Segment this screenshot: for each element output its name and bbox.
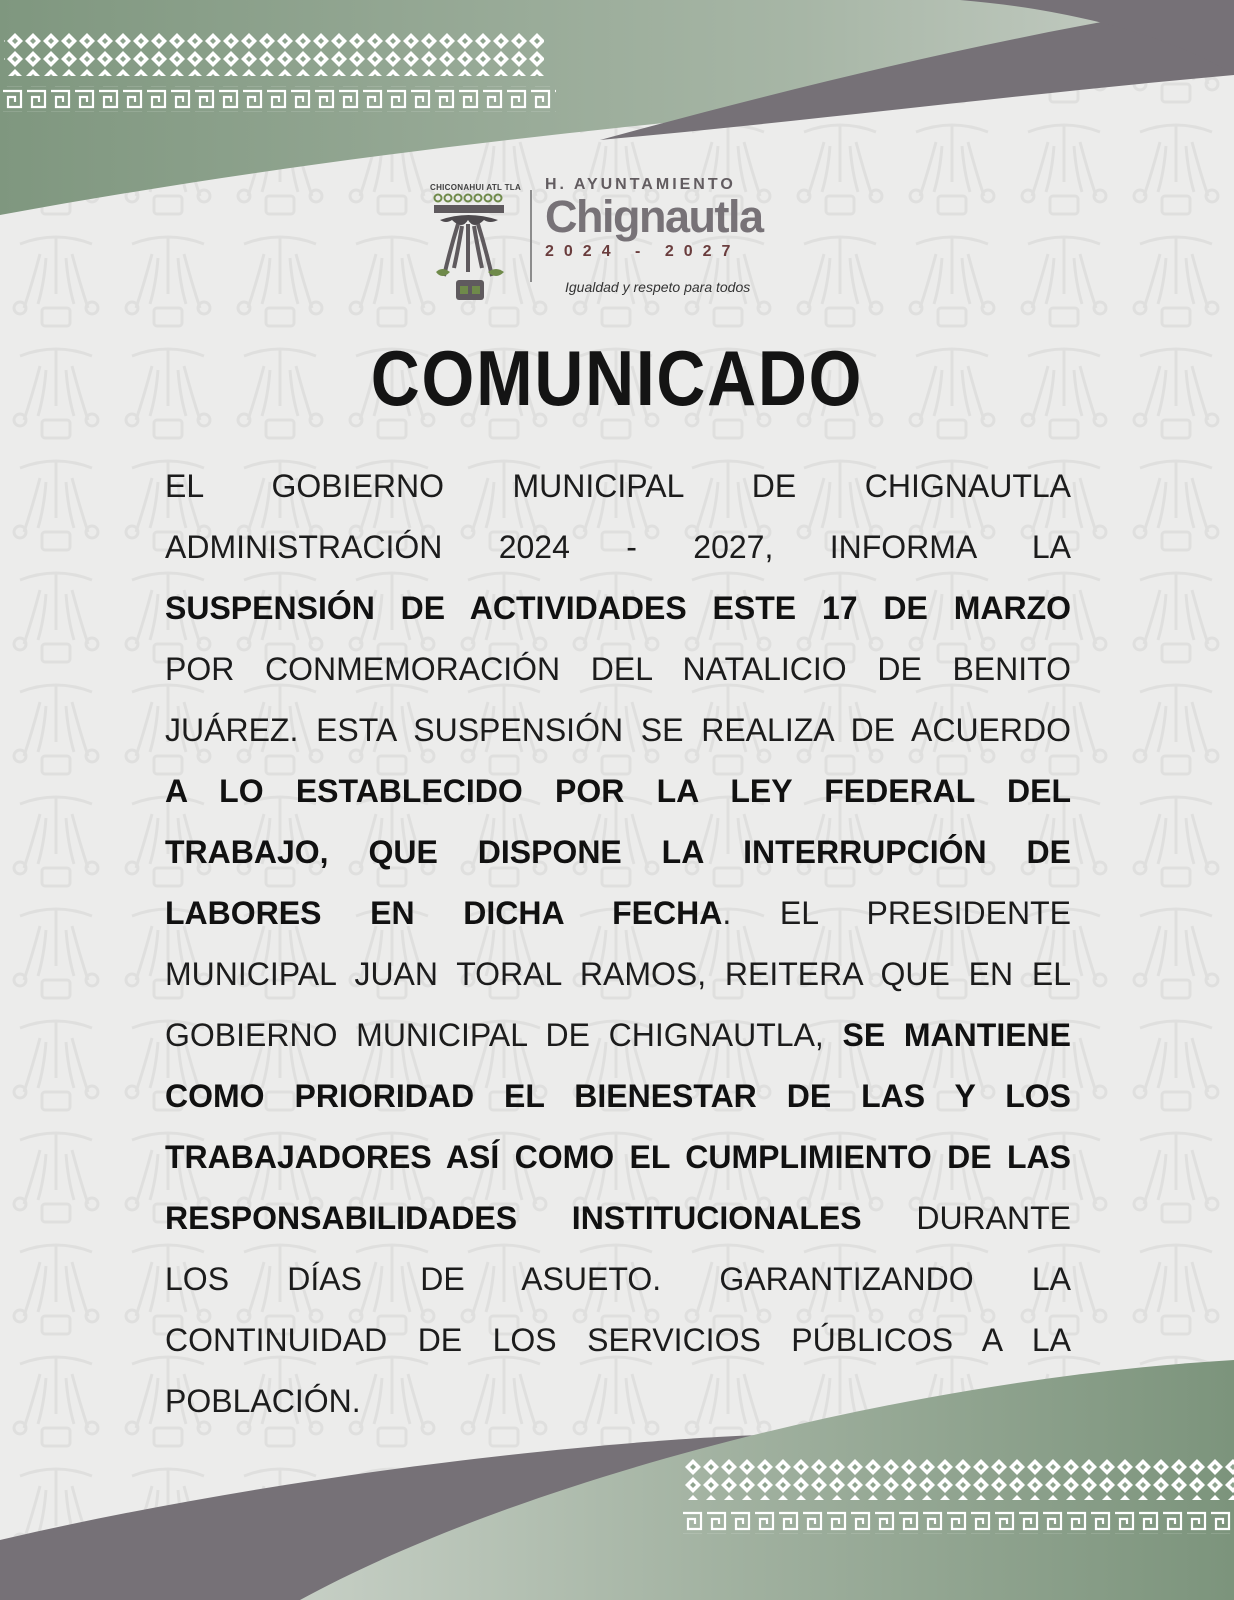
body-line bbox=[165, 1188, 1071, 1249]
body-line-bold: SUSPENSIÓN DE ACTIVIDADES ESTE 17 DE MARZO bbox=[165, 590, 1071, 626]
body-line: JUÁREZ. ESTA SUSPENSIÓN SE REALIZA DE ACUERDO bbox=[165, 712, 1071, 748]
body-line-bold: TRABAJADORES ASÍ COMO EL CUMPLIMIENTO DE LAS bbox=[165, 1139, 1071, 1175]
logo-main-text: Chignautla bbox=[545, 191, 763, 242]
body-bold-segment: LABORES EN DICHA FECHA bbox=[165, 895, 723, 931]
page-title: COMUNICADO bbox=[370, 334, 864, 422]
body-segment: . EL PRESIDENTE bbox=[722, 895, 1071, 931]
logo-tagline: Igualdad y respeto para todos bbox=[565, 279, 751, 295]
body-line: CONTINUIDAD DE LOS SERVICIOS PÚBLICOS A LA bbox=[165, 1322, 1071, 1358]
body-line bbox=[165, 883, 1071, 944]
logo-small-text: CHICONAHUI ATL TLA bbox=[430, 183, 522, 192]
body-line-bold: A LO ESTABLECIDO POR LA LEY FEDERAL DEL bbox=[165, 773, 1071, 809]
body-line: LOS DÍAS DE ASUETO. GARANTIZANDO LA bbox=[165, 1261, 1071, 1297]
body-segment: DURANTE bbox=[861, 1200, 1071, 1236]
announcement-body bbox=[165, 456, 1071, 1432]
body-segment: GOBIERNO MUNICIPAL DE CHIGNAUTLA, bbox=[165, 1017, 843, 1053]
body-line-bold: COMO PRIORIDAD EL BIENESTAR DE LAS Y LOS bbox=[165, 1078, 1071, 1114]
body-line bbox=[165, 1005, 1071, 1066]
body-line: POR CONMEMORACIÓN DEL NATALICIO DE BENITO bbox=[165, 651, 1071, 687]
body-line: MUNICIPAL JUAN TORAL RAMOS, REITERA QUE EN EL bbox=[165, 956, 1071, 992]
body-bold-segment: RESPONSABILIDADES INSTITUCIONALES bbox=[165, 1200, 862, 1236]
logo-years-text: 2024 - 2027 bbox=[545, 243, 741, 260]
body-bold-segment: SE MANTIENE bbox=[842, 1017, 1071, 1053]
logo-top-text: H. AYUNTAMIENTO bbox=[545, 176, 736, 193]
body-line: EL GOBIERNO MUNICIPAL DE CHIGNAUTLA bbox=[165, 468, 1071, 504]
body-line: ADMINISTRACIÓN 2024 - 2027, INFORMA LA bbox=[165, 529, 1071, 565]
chignautla-emblem-icon bbox=[428, 180, 514, 308]
logo-wordmark bbox=[545, 176, 805, 261]
body-line-bold: TRABAJO, QUE DISPONE LA INTERRUPCIÓN DE bbox=[165, 834, 1071, 870]
logo-divider bbox=[530, 190, 532, 282]
body-line: POBLACIÓN. bbox=[165, 1383, 361, 1419]
